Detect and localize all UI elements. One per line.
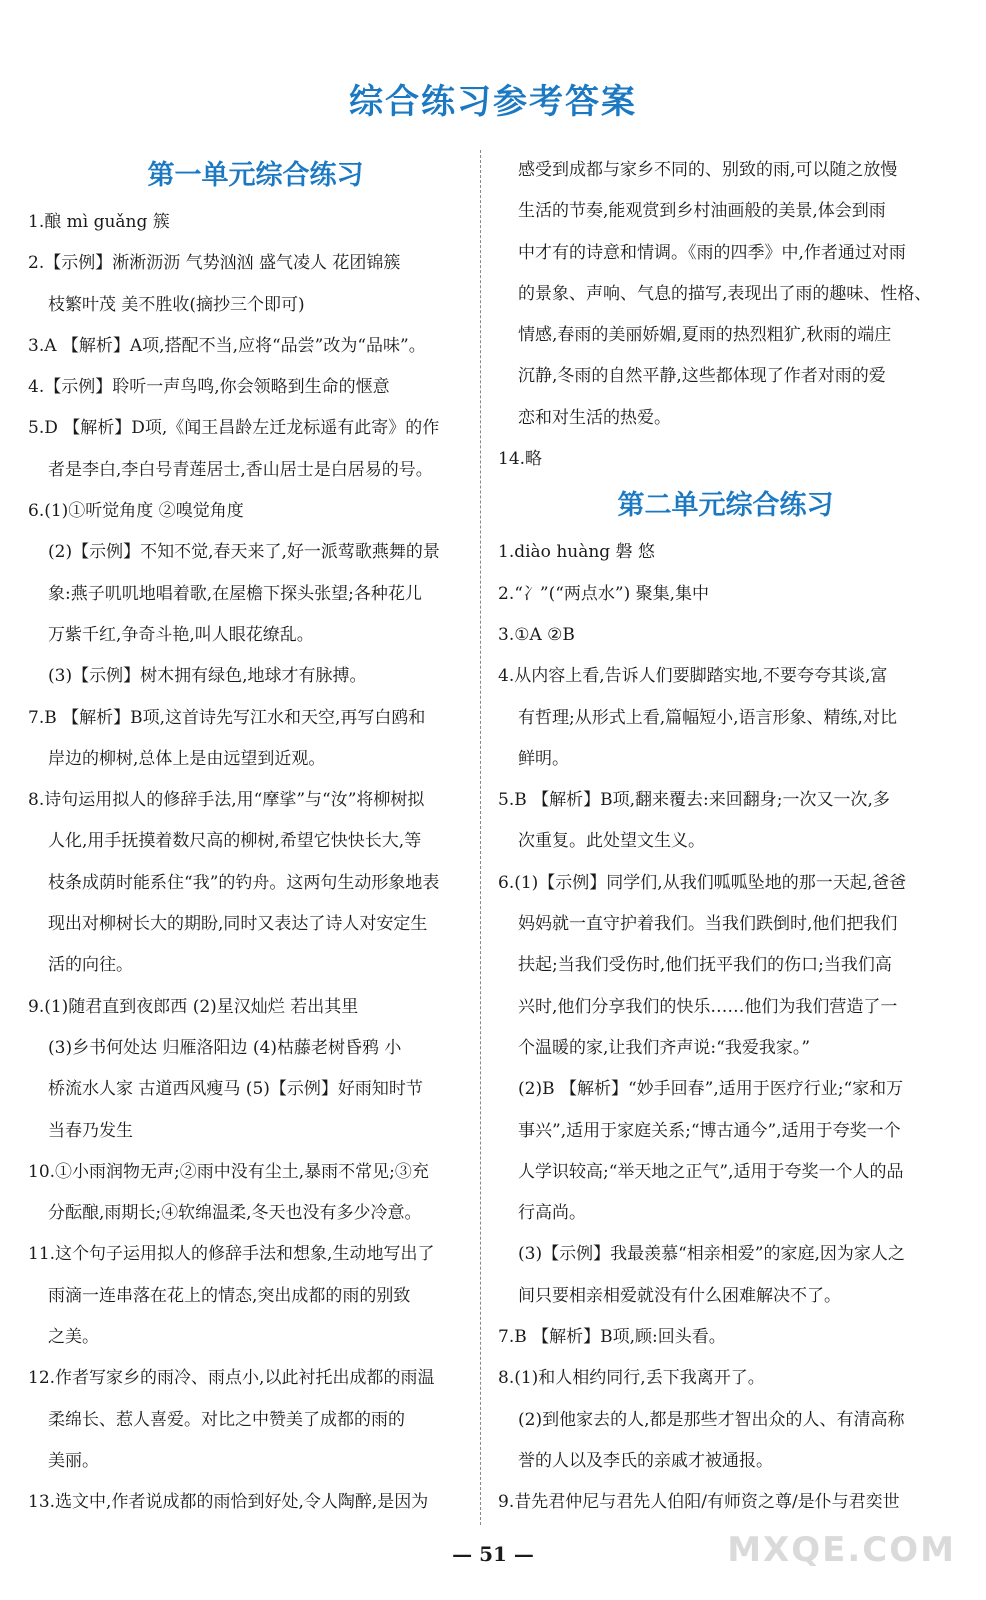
answer-line: 2.【示例】淅淅沥沥 气势汹汹 盛气凌人 花团锦簇 bbox=[28, 253, 401, 274]
answer-line: 生活的节奏,能观赏到乡村油画般的美景,体会到雨 bbox=[518, 201, 886, 222]
answer-line: 事兴”,适用于家庭关系;“博古通今”,适用于夸奖一个 bbox=[518, 1120, 901, 1141]
answer-line: 11.这个句子运用拟人的修辞手法和想象,生动地写出了 bbox=[28, 1244, 435, 1265]
answer-line: 的景象、声响、气息的描写,表现出了雨的趣味、性格、 bbox=[518, 283, 932, 304]
answer-line: 活的向往。 bbox=[48, 955, 133, 976]
answer-line: (3)乡书何处达 归雁洛阳边 (4)枯藤老树昏鸦 小 bbox=[48, 1037, 402, 1058]
answer-line: 1.diào huàng 磐 悠 bbox=[498, 542, 655, 563]
answer-line: 8.(1)和人相约同行,丢下我离开了。 bbox=[498, 1368, 765, 1389]
answer-line: 13.选文中,作者说成都的雨恰到好处,令人陶醉,是因为 bbox=[28, 1492, 429, 1513]
answer-line: 鲜明。 bbox=[518, 748, 569, 769]
answer-line: (2)B 【解析】“妙手回春”,适用于医疗行业;“家和万 bbox=[518, 1079, 904, 1100]
answer-line: 6.(1)①听觉角度 ②嗅觉角度 bbox=[28, 501, 244, 522]
answer-line: 美丽。 bbox=[48, 1450, 99, 1471]
answer-line: 万紫千红,争奇斗艳,叫人眼花缭乱。 bbox=[48, 624, 314, 645]
answer-line: 6.(1)【示例】同学们,从我们呱呱坠地的那一天起,爸爸 bbox=[498, 872, 907, 893]
answer-line: 3.A 【解析】A项,搭配不当,应将“品尝”改为“品味”。 bbox=[28, 335, 426, 356]
answer-line: 柔绵长、惹人喜爱。对比之中赞美了成都的雨的 bbox=[48, 1409, 405, 1430]
answer-line: 1.酿 mì guǎng 簇 bbox=[28, 212, 170, 232]
answer-line: (2)到他家去的人,都是那些才智出众的人、有清高称 bbox=[518, 1409, 905, 1430]
answer-line: 14.略 bbox=[498, 449, 543, 470]
answer-line: 行高尚。 bbox=[518, 1203, 586, 1224]
answer-line: 扶起;当我们受伤时,他们抚平我们的伤口;当我们高 bbox=[518, 955, 892, 976]
answer-line: 情感,春雨的美丽娇媚,夏雨的热烈粗犷,秋雨的端庄 bbox=[518, 325, 892, 346]
answer-line: (2)【示例】不知不觉,春天来了,好一派莺歌燕舞的景 bbox=[48, 542, 440, 563]
answer-line: 7.B 【解析】B项,这首诗先写江水和天空,再写白鸥和 bbox=[28, 707, 426, 728]
answer-line: 10.①小雨润物无声;②雨中没有尘土,暴雨不常见;③充 bbox=[28, 1161, 429, 1182]
answer-line: 个温暖的家,让我们齐声说:“我爱我家。” bbox=[518, 1037, 811, 1058]
answer-line: 感受到成都与家乡不同的、别致的雨,可以随之放慢 bbox=[518, 160, 898, 180]
answer-line: 岸边的柳树,总体上是由远望到近观。 bbox=[48, 748, 326, 769]
answer-line: 妈妈就一直守护着我们。当我们跌倒时,他们把我们 bbox=[518, 914, 898, 935]
answer-list-unit-2 bbox=[498, 532, 953, 1523]
answer-line: 当春乃发生 bbox=[48, 1120, 133, 1141]
answer-line: 2.“冫”(“两点水”) 聚集,集中 bbox=[498, 583, 710, 604]
section-title-unit-1: 第一单元综合练习 bbox=[147, 160, 364, 191]
answer-line: 5.D 【解析】D项,《闻王昌龄左迁龙标遥有此寄》的作 bbox=[28, 418, 440, 439]
answer-line: 之美。 bbox=[48, 1327, 99, 1348]
answer-line: 有哲理;从形式上看,篇幅短小,语言形象、精练,对比 bbox=[518, 707, 897, 728]
answer-line: 9.(1)随君直到夜郎西 (2)星汉灿烂 若出其里 bbox=[28, 996, 359, 1017]
answer-line: 人化,用手抚摸着数尺高的柳树,希望它快快长大,等 bbox=[48, 831, 422, 852]
answer-line: 5.B 【解析】B项,翻来覆去:来回翻身;一次又一次,多 bbox=[498, 790, 890, 811]
answer-line: 象:燕子叽叽地唱着歌,在屋檐下探头张望;各种花儿 bbox=[48, 583, 422, 604]
answer-line: 4.【示例】聆听一声鸟鸣,你会领略到生命的惬意 bbox=[28, 377, 390, 398]
answer-line: 枝条成荫时能系住“我”的钓舟。这两句生动形象地表 bbox=[48, 872, 440, 893]
answer-line: 12.作者写家乡的雨冷、雨点小,以此衬托出成都的雨温 bbox=[28, 1368, 435, 1389]
answer-line: 8.诗句运用拟人的修辞手法,用“摩挲”与“汝”将柳树拟 bbox=[28, 790, 425, 811]
watermark-logo: MXQE.COM bbox=[727, 1530, 956, 1570]
answer-line: 桥流水人家 古道西风瘦马 (5)【示例】好雨知时节 bbox=[48, 1079, 423, 1100]
answer-line: 次重复。此处望文生义。 bbox=[518, 831, 705, 852]
answer-line: 现出对柳树长大的期盼,同时又表达了诗人对安定生 bbox=[48, 914, 428, 935]
answer-line: 枝繁叶茂 美不胜收(摘抄三个即可) bbox=[48, 294, 305, 315]
answer-line: 沉静,冬雨的自然平静,这些都体现了作者对雨的爱 bbox=[518, 366, 886, 387]
answer-line: 3.①A ②B bbox=[498, 624, 575, 645]
answer-line: 兴时,他们分享我们的快乐……他们为我们营造了一 bbox=[518, 996, 898, 1017]
right-column bbox=[498, 150, 953, 1524]
answer-line: 者是李白,李白号青莲居士,香山居士是白居易的号。 bbox=[48, 459, 433, 480]
answer-line: 中才有的诗意和情调。《雨的四季》中,作者通过对雨 bbox=[518, 242, 906, 263]
answer-line: 誉的人以及李氏的亲戚才被通报。 bbox=[518, 1450, 773, 1471]
left-column bbox=[28, 150, 483, 1524]
answer-list-continued bbox=[498, 150, 953, 480]
answer-line: (3)【示例】树木拥有绿色,地球才有脉搏。 bbox=[48, 666, 367, 687]
answer-line: 恋和对生活的热爱。 bbox=[518, 407, 671, 428]
answer-line: 人学识较高;“举天地之正气”,适用于夸奖一个人的品 bbox=[518, 1161, 904, 1182]
answer-line: 雨滴一连串落在花上的情态,突出成都的雨的别致 bbox=[48, 1285, 411, 1306]
page-number: — 51 — bbox=[452, 1542, 534, 1566]
answer-list-unit-1 bbox=[28, 202, 483, 1524]
answer-line: 4.从内容上看,告诉人们要脚踏实地,不要夸夸其谈,富 bbox=[498, 666, 888, 687]
answer-line: (3)【示例】我最羡慕“相亲相爱”的家庭,因为家人之 bbox=[518, 1244, 905, 1265]
answer-line: 7.B 【解析】B项,顾:回头看。 bbox=[498, 1327, 726, 1348]
answer-line: 分酝酿,雨期长;④软绵温柔,冬天也没有多少冷意。 bbox=[48, 1203, 422, 1224]
answer-line: 9.昔先君仲尼与君先人伯阳/有师资之尊/是仆与君奕世 bbox=[498, 1492, 900, 1513]
page-title: 综合练习参考答案 bbox=[349, 82, 637, 122]
answer-line: 间只要相亲相爱就没有什么困难解决不了。 bbox=[518, 1285, 841, 1306]
section-title-unit-2: 第二单元综合练习 bbox=[617, 490, 834, 522]
